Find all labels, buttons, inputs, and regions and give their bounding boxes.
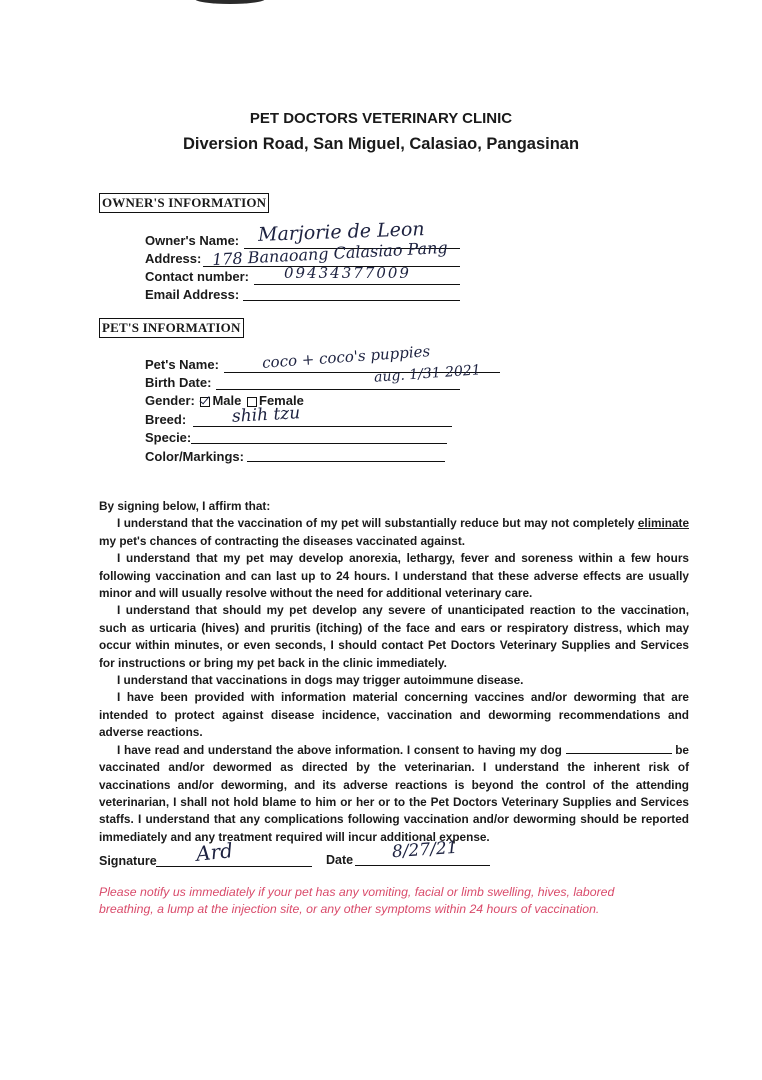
date-line: [355, 865, 490, 866]
consent-intro: By signing below, I affirm that:: [99, 499, 271, 513]
specie-label: Specie:: [145, 430, 192, 445]
contact-line: [254, 284, 460, 285]
consent-paragraph-5: I have been provided with information material concerning vaccines and/or deworming that are intended to protect against disease incidence, vaccination and deworming recommendations and adverse reactions.: [99, 690, 689, 740]
breed-label: Breed:: [145, 412, 187, 427]
pet-name-label: Pet's Name:: [145, 357, 219, 372]
specie-line: [191, 443, 447, 444]
address-value[interactable]: 178 Banaoang Calasiao Pang: [211, 237, 449, 270]
owner-name-value[interactable]: Marjorie de Leon: [257, 218, 425, 246]
contact-label: Contact number:: [145, 269, 249, 284]
pet-name-value[interactable]: coco + coco's puppies: [261, 342, 431, 372]
email-label: Email Address:: [145, 287, 240, 302]
signature-value[interactable]: Ard: [194, 838, 234, 866]
color-markings-label: Color/Markings:: [145, 449, 244, 464]
date-label: Date: [326, 853, 354, 867]
birth-date-value[interactable]: aug. 1/31 2021: [373, 362, 482, 386]
contact-value[interactable]: 09434377009: [284, 264, 411, 282]
consent-paragraph-1: I understand that the vaccination of my pet will substantially reduce but may not completely eliminate my pet's chances of contracting the diseases vaccinated against.: [99, 516, 689, 548]
male-checkbox[interactable]: [200, 397, 210, 407]
owner-name-label: Owner's Name:: [145, 233, 240, 248]
signature-label: Signature: [99, 854, 157, 868]
clinic-name: PET DOCTORS VETERINARY CLINIC: [249, 110, 513, 127]
address-label: Address:: [145, 251, 202, 266]
pet-section-heading: PET'S INFORMATION: [99, 318, 244, 338]
clinic-address: Diversion Road, San Miguel, Calasiao, Pangasinan: [182, 135, 580, 153]
signature-line: [156, 866, 312, 867]
female-option-label: Female: [259, 393, 304, 408]
color-markings-line: [247, 461, 445, 462]
dog-name-blank[interactable]: [566, 743, 672, 754]
consent-text: [99, 498, 689, 846]
notice-text: Please notify us immediately if your pet has any vomiting, facial or limb swelling, hives, labored breathing, a lump at the injection site, or any other symptoms within 24 hours of vaccination.: [99, 885, 615, 916]
consent-paragraph-4: I understand that vaccinations in dogs may trigger autoimmune disease.: [117, 673, 524, 688]
birth-date-line: [216, 389, 460, 390]
email-line: [243, 300, 460, 301]
breed-value[interactable]: shih tzu: [231, 403, 301, 427]
date-value[interactable]: 8/27/21: [391, 837, 459, 863]
gender-label: Gender:: [145, 393, 195, 408]
consent-paragraph-6: I have read and understand the above information. I consent to having my dog be vaccinated and/or dewormed as directed by the veterinarian. I understand the inherent risk of vaccinations and/or deworming, and its adverse reactions is beyond the control of the attending veterinarian, I shall not hold blame to him or her or to the Pet Doctors Veterinary Supplies and Services staffs. I understand that any complications following vaccination and/or deworming should be reported immediately and any treatment required will incur additional expense.: [99, 742, 689, 844]
consent-paragraph-3: I understand that should my pet develop any severe of unanticipated reaction to the vaccination, such as urticaria (hives) and pruritis (itching) of the face and ears or respiratory distress, which may occur within minutes, or even seconds, I should contact Pet Doctors Veterinary Supplies and Services for instructions or bring my pet back in the clinic immediately.: [99, 603, 689, 670]
consent-paragraph-2: I understand that my pet may develop anorexia, lethargy, fever and soreness within a few hours following vaccination and can last up to 24 hours. I understand that these adverse effects are usually minor and will usually resolve without the need for additional veterinary care.: [99, 551, 689, 601]
birth-date-label: Birth Date:: [145, 375, 212, 390]
owner-section-heading: OWNER'S INFORMATION: [99, 193, 269, 213]
scan-artifact: [195, 0, 265, 4]
male-option-label: Male: [212, 393, 242, 408]
